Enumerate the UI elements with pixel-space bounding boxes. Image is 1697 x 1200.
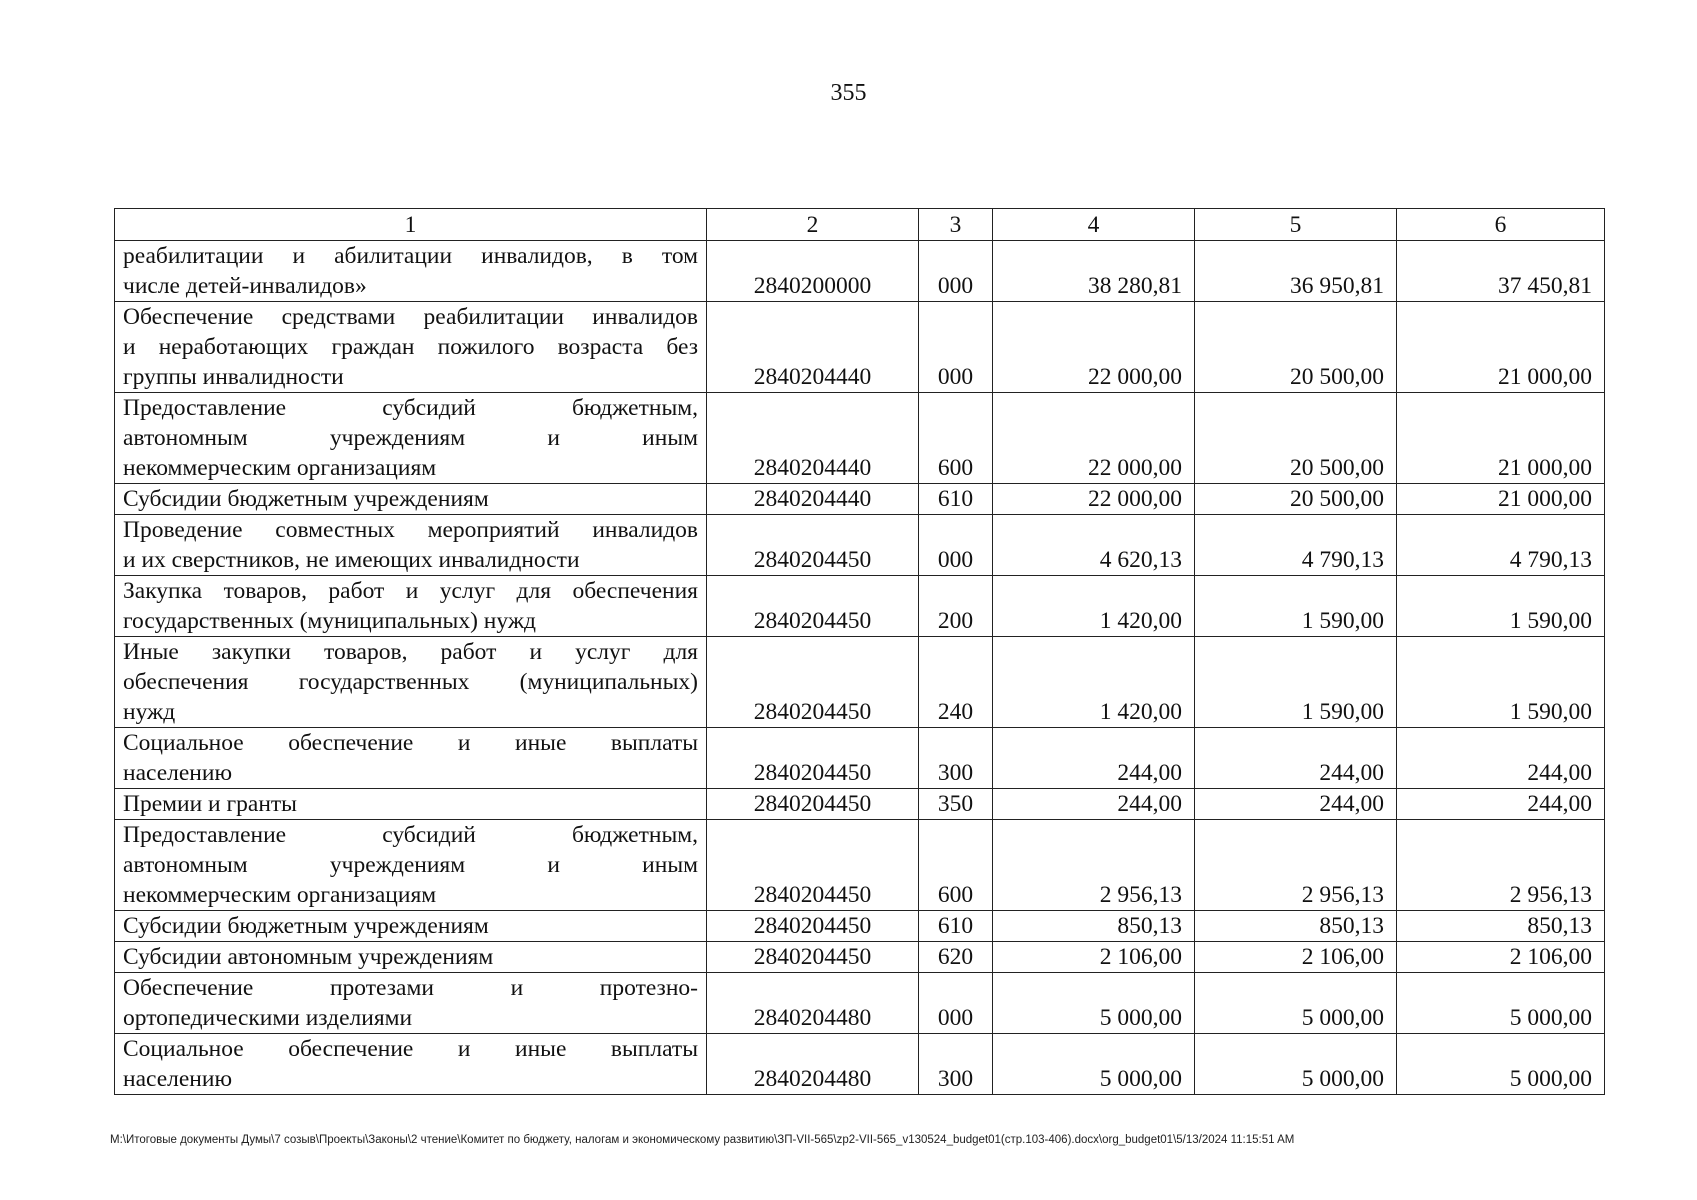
row-name-line: Социальное обеспечение и иные выплаты	[123, 730, 698, 756]
row-name-line: Проведение совместных мероприятий инвалидов	[123, 517, 698, 543]
row-value-6-cell: 5 000,00	[1397, 973, 1605, 1034]
row-name-line: реабилитации и абилитации инвалидов, в том	[123, 243, 698, 269]
row-value-5-cell: 20 500,00	[1195, 393, 1397, 484]
row-name-cell	[115, 484, 707, 515]
row-name-cell	[115, 302, 707, 393]
table-row	[115, 302, 1605, 393]
row-name-line: Социальное обеспечение и иные выплаты	[123, 1036, 698, 1062]
row-value-6-cell: 21 000,00	[1397, 484, 1605, 515]
column-header-4: 4	[993, 209, 1195, 241]
row-value-6-cell: 21 000,00	[1397, 302, 1605, 393]
row-name-cell	[115, 820, 707, 911]
row-name-line: государственных (муниципальных) нужд	[123, 608, 537, 634]
budget-table	[114, 208, 1605, 1095]
row-value-4-cell: 244,00	[993, 728, 1195, 789]
row-value-6-cell: 850,13	[1397, 911, 1605, 942]
row-name-cell	[115, 1034, 707, 1095]
row-value-4-cell: 38 280,81	[993, 241, 1195, 302]
table-row	[115, 820, 1605, 911]
table-row	[115, 515, 1605, 576]
row-code-cell: 2840204450	[707, 942, 919, 973]
row-name-cell	[115, 942, 707, 973]
row-value-6-cell: 37 450,81	[1397, 241, 1605, 302]
table-row	[115, 942, 1605, 973]
row-expense-type-cell: 600	[919, 393, 993, 484]
row-value-4-cell: 850,13	[993, 911, 1195, 942]
row-expense-type-cell: 350	[919, 789, 993, 820]
row-name-line: Предоставление субсидий бюджетным,	[123, 395, 698, 421]
row-value-4-cell: 5 000,00	[993, 973, 1195, 1034]
row-expense-type-cell: 000	[919, 515, 993, 576]
row-code-cell: 2840204450	[707, 911, 919, 942]
document-path-footer: M:\Итоговые документы Думы\7 созыв\Проекты\Законы\2 чтение\Комитет по бюджету, налогам и экономическому развитию\ЗП-VII-565\zp2-VII-565_v130524_budget01(стр.103-406).docx\org_budget01\5/13/2024 11:15:51 AM	[110, 1134, 1295, 1146]
row-value-5-cell: 4 790,13	[1195, 515, 1397, 576]
row-name-line: некоммерческим организациям	[123, 882, 437, 908]
row-name-cell	[115, 973, 707, 1034]
row-expense-type-cell: 620	[919, 942, 993, 973]
row-name-cell	[115, 789, 707, 820]
row-name-cell	[115, 576, 707, 637]
row-value-4-cell: 1 420,00	[993, 637, 1195, 728]
column-header-2: 2	[707, 209, 919, 241]
table-row	[115, 393, 1605, 484]
row-value-4-cell: 2 956,13	[993, 820, 1195, 911]
row-code-cell: 2840204450	[707, 728, 919, 789]
row-code-cell: 2840204450	[707, 515, 919, 576]
row-value-4-cell: 4 620,13	[993, 515, 1195, 576]
row-name-line: группы инвалидности	[123, 364, 344, 390]
row-expense-type-cell: 610	[919, 911, 993, 942]
row-name-line: Премии и гранты	[123, 791, 297, 817]
row-value-6-cell: 1 590,00	[1397, 637, 1605, 728]
row-value-6-cell: 4 790,13	[1397, 515, 1605, 576]
row-value-5-cell: 36 950,81	[1195, 241, 1397, 302]
row-value-5-cell: 20 500,00	[1195, 302, 1397, 393]
row-value-5-cell: 5 000,00	[1195, 1034, 1397, 1095]
row-value-6-cell: 21 000,00	[1397, 393, 1605, 484]
row-value-6-cell: 244,00	[1397, 789, 1605, 820]
row-name-line: населению	[123, 760, 233, 786]
row-value-5-cell: 1 590,00	[1195, 576, 1397, 637]
row-expense-type-cell: 200	[919, 576, 993, 637]
table-row	[115, 789, 1605, 820]
row-name-line: автономным учреждениям и иным	[123, 425, 698, 451]
row-code-cell: 2840204450	[707, 637, 919, 728]
column-header-3: 3	[919, 209, 993, 241]
row-value-5-cell: 2 956,13	[1195, 820, 1397, 911]
row-name-line: Иные закупки товаров, работ и услуг для	[123, 639, 698, 665]
row-code-cell: 2840204450	[707, 576, 919, 637]
row-value-4-cell: 22 000,00	[993, 484, 1195, 515]
row-expense-type-cell: 300	[919, 728, 993, 789]
row-name-cell	[115, 637, 707, 728]
row-value-4-cell: 244,00	[993, 789, 1195, 820]
row-code-cell: 2840204440	[707, 484, 919, 515]
row-name-line: обеспечения государственных (муниципальных)	[123, 669, 698, 695]
row-name-line: и неработающих граждан пожилого возраста без	[123, 334, 698, 360]
row-expense-type-cell: 300	[919, 1034, 993, 1095]
table-row	[115, 911, 1605, 942]
row-expense-type-cell: 000	[919, 241, 993, 302]
table-row	[115, 484, 1605, 515]
row-name-cell	[115, 515, 707, 576]
row-expense-type-cell: 600	[919, 820, 993, 911]
row-name-cell	[115, 241, 707, 302]
column-header-1: 1	[115, 209, 707, 241]
row-expense-type-cell: 610	[919, 484, 993, 515]
row-value-6-cell: 5 000,00	[1397, 1034, 1605, 1095]
table-header-row	[115, 209, 1605, 241]
row-expense-type-cell: 240	[919, 637, 993, 728]
row-name-line: и их сверстников, не имеющих инвалидности	[123, 547, 580, 573]
table-row	[115, 637, 1605, 728]
column-header-5: 5	[1195, 209, 1397, 241]
row-name-line: Предоставление субсидий бюджетным,	[123, 822, 698, 848]
table-body	[115, 241, 1605, 1095]
row-value-5-cell: 850,13	[1195, 911, 1397, 942]
row-value-4-cell: 22 000,00	[993, 393, 1195, 484]
row-name-line: населению	[123, 1066, 233, 1092]
table-row	[115, 973, 1605, 1034]
table-row	[115, 241, 1605, 302]
row-value-4-cell: 22 000,00	[993, 302, 1195, 393]
row-name-line: Субсидии бюджетным учреждениям	[123, 486, 489, 512]
row-value-5-cell: 1 590,00	[1195, 637, 1397, 728]
row-name-line: ортопедическими изделиями	[123, 1005, 413, 1031]
row-value-6-cell: 2 956,13	[1397, 820, 1605, 911]
row-value-5-cell: 244,00	[1195, 728, 1397, 789]
row-value-5-cell: 244,00	[1195, 789, 1397, 820]
row-value-4-cell: 5 000,00	[993, 1034, 1195, 1095]
row-name-line: Субсидии автономным учреждениям	[123, 944, 494, 970]
row-name-cell	[115, 393, 707, 484]
table-row	[115, 576, 1605, 637]
row-value-6-cell: 244,00	[1397, 728, 1605, 789]
row-expense-type-cell: 000	[919, 302, 993, 393]
row-code-cell: 2840204450	[707, 820, 919, 911]
row-name-line: Обеспечение средствами реабилитации инвалидов	[123, 304, 698, 330]
row-value-5-cell: 20 500,00	[1195, 484, 1397, 515]
table-row	[115, 1034, 1605, 1095]
row-code-cell: 2840204440	[707, 393, 919, 484]
column-header-6: 6	[1397, 209, 1605, 241]
row-code-cell: 2840204440	[707, 302, 919, 393]
row-name-line: нужд	[123, 699, 176, 725]
row-name-line: Закупка товаров, работ и услуг для обеспечения	[123, 578, 698, 604]
row-code-cell: 2840204480	[707, 1034, 919, 1095]
row-value-5-cell: 5 000,00	[1195, 973, 1397, 1034]
row-name-line: автономным учреждениям и иным	[123, 852, 698, 878]
row-code-cell: 2840200000	[707, 241, 919, 302]
page-number: 355	[830, 80, 867, 106]
row-code-cell: 2840204480	[707, 973, 919, 1034]
row-name-cell	[115, 911, 707, 942]
row-expense-type-cell: 000	[919, 973, 993, 1034]
row-code-cell: 2840204450	[707, 789, 919, 820]
row-name-line: некоммерческим организациям	[123, 455, 437, 481]
row-name-line: Субсидии бюджетным учреждениям	[123, 913, 489, 939]
row-value-6-cell: 2 106,00	[1397, 942, 1605, 973]
table-row	[115, 728, 1605, 789]
row-value-4-cell: 1 420,00	[993, 576, 1195, 637]
row-name-cell	[115, 728, 707, 789]
row-value-5-cell: 2 106,00	[1195, 942, 1397, 973]
row-name-line: Обеспечение протезами и протезно-	[123, 975, 698, 1001]
row-name-line: числе детей-инвалидов»	[123, 273, 367, 299]
row-value-6-cell: 1 590,00	[1397, 576, 1605, 637]
row-value-4-cell: 2 106,00	[993, 942, 1195, 973]
